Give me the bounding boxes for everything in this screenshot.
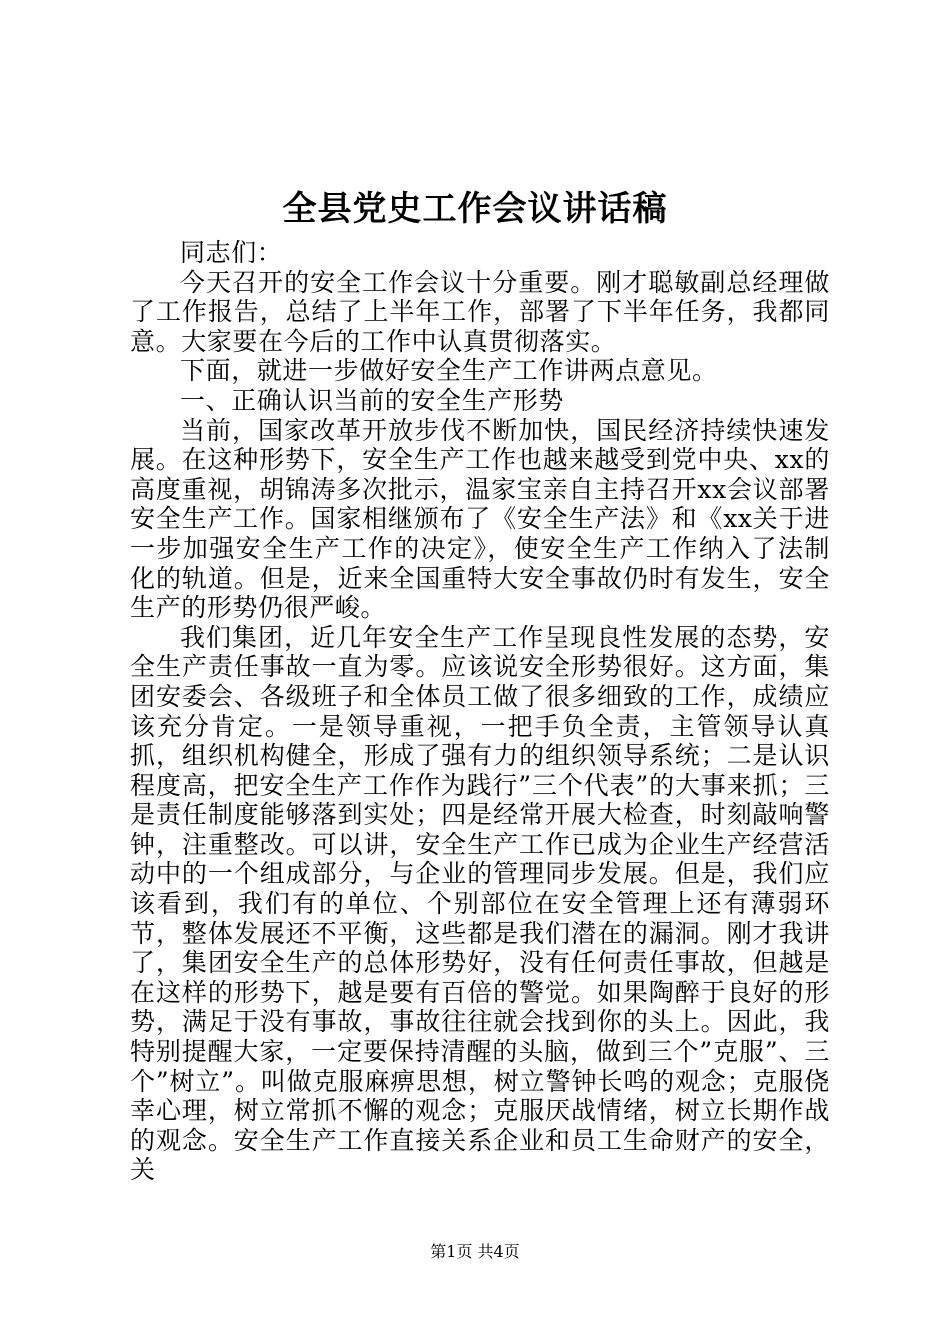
paragraph-opening: 今天召开的安全工作会议十分重要。刚才聪敏副总经理做了工作报告，总结了上半年工作，部署了下半年任务，我都同意。大家要在今后的工作中认真贯彻落实。 [130, 267, 830, 356]
document-body [130, 238, 830, 1185]
document-title: 全县党史工作会议讲话稿 [282, 189, 668, 229]
paragraph-situation: 当前，国家改革开放步伐不断加快，国民经济持续快速发展。在这种形势下，安全生产工作也越来越受到党中央、xx的高度重视，胡锦涛多次批示，温家宝亲自主持召开xx会议部署安全生产工作。国家相继颁布了《安全生产法》和《xx关于进一步加强安全生产工作的决定》，使安全生产工作纳入了法制化的轨道。但是，近来全国重特大安全事故仍时有发生，安全生产的形势仍很严峻。 [130, 415, 830, 623]
paragraph-intro: 下面，就进一步做好安全生产工作讲两点意见。 [180, 356, 718, 386]
paragraph-salutation: 同志们： [180, 238, 283, 267]
paragraph-group: 我们集团，近几年安全生产工作呈现良性发展的态势，安全生产责任事故一直为零。应该说安全形势很好。这方面，集团安委会、各级班子和全体员工做了很多细致的工作，成绩应该充分肯定。一是领导重视，一把手负全责，主管领导认真抓，组织机构健全，形成了强有力的组织领导系统；二是认识程度高，把安全生产工作作为践行”三个代表”的大事来抓；三是责任制度能够落到实处；四是经常开展大检查，时刻敲响警钟，注重整改。可以讲，安全生产工作已成为企业生产经营活动中的一个组成部分，与企业的管理同步发展。但是，我们应该看到，我们有的单位、个别部位在安全管理上还有薄弱环节，整体发展还不平衡，这些都是我们潜在的漏洞。刚才我讲了，集团安全生产的总体形势好，没有任何责任事故，但越是在这样的形势下，越是要有百倍的警觉。如果陶醉于良好的形势，满足于没有事故，事故往往就会找到你的头上。因此，我特别提醒大家，一定要保持清醒的头脑，做到三个”克服”、三个”树立”。叫做克服麻痹思想，树立警钟长鸣的观念；克服侥幸心理，树立常抓不懈的观念；克服厌战情绪，树立长期作战的观念。安全生产工作直接关系企业和员工生命财产的安全，关 [130, 622, 830, 1185]
section-heading-1: 一、正确认识当前的安全生产形势 [180, 385, 565, 415]
page-number: 第1页 共4页 [430, 1242, 520, 1261]
